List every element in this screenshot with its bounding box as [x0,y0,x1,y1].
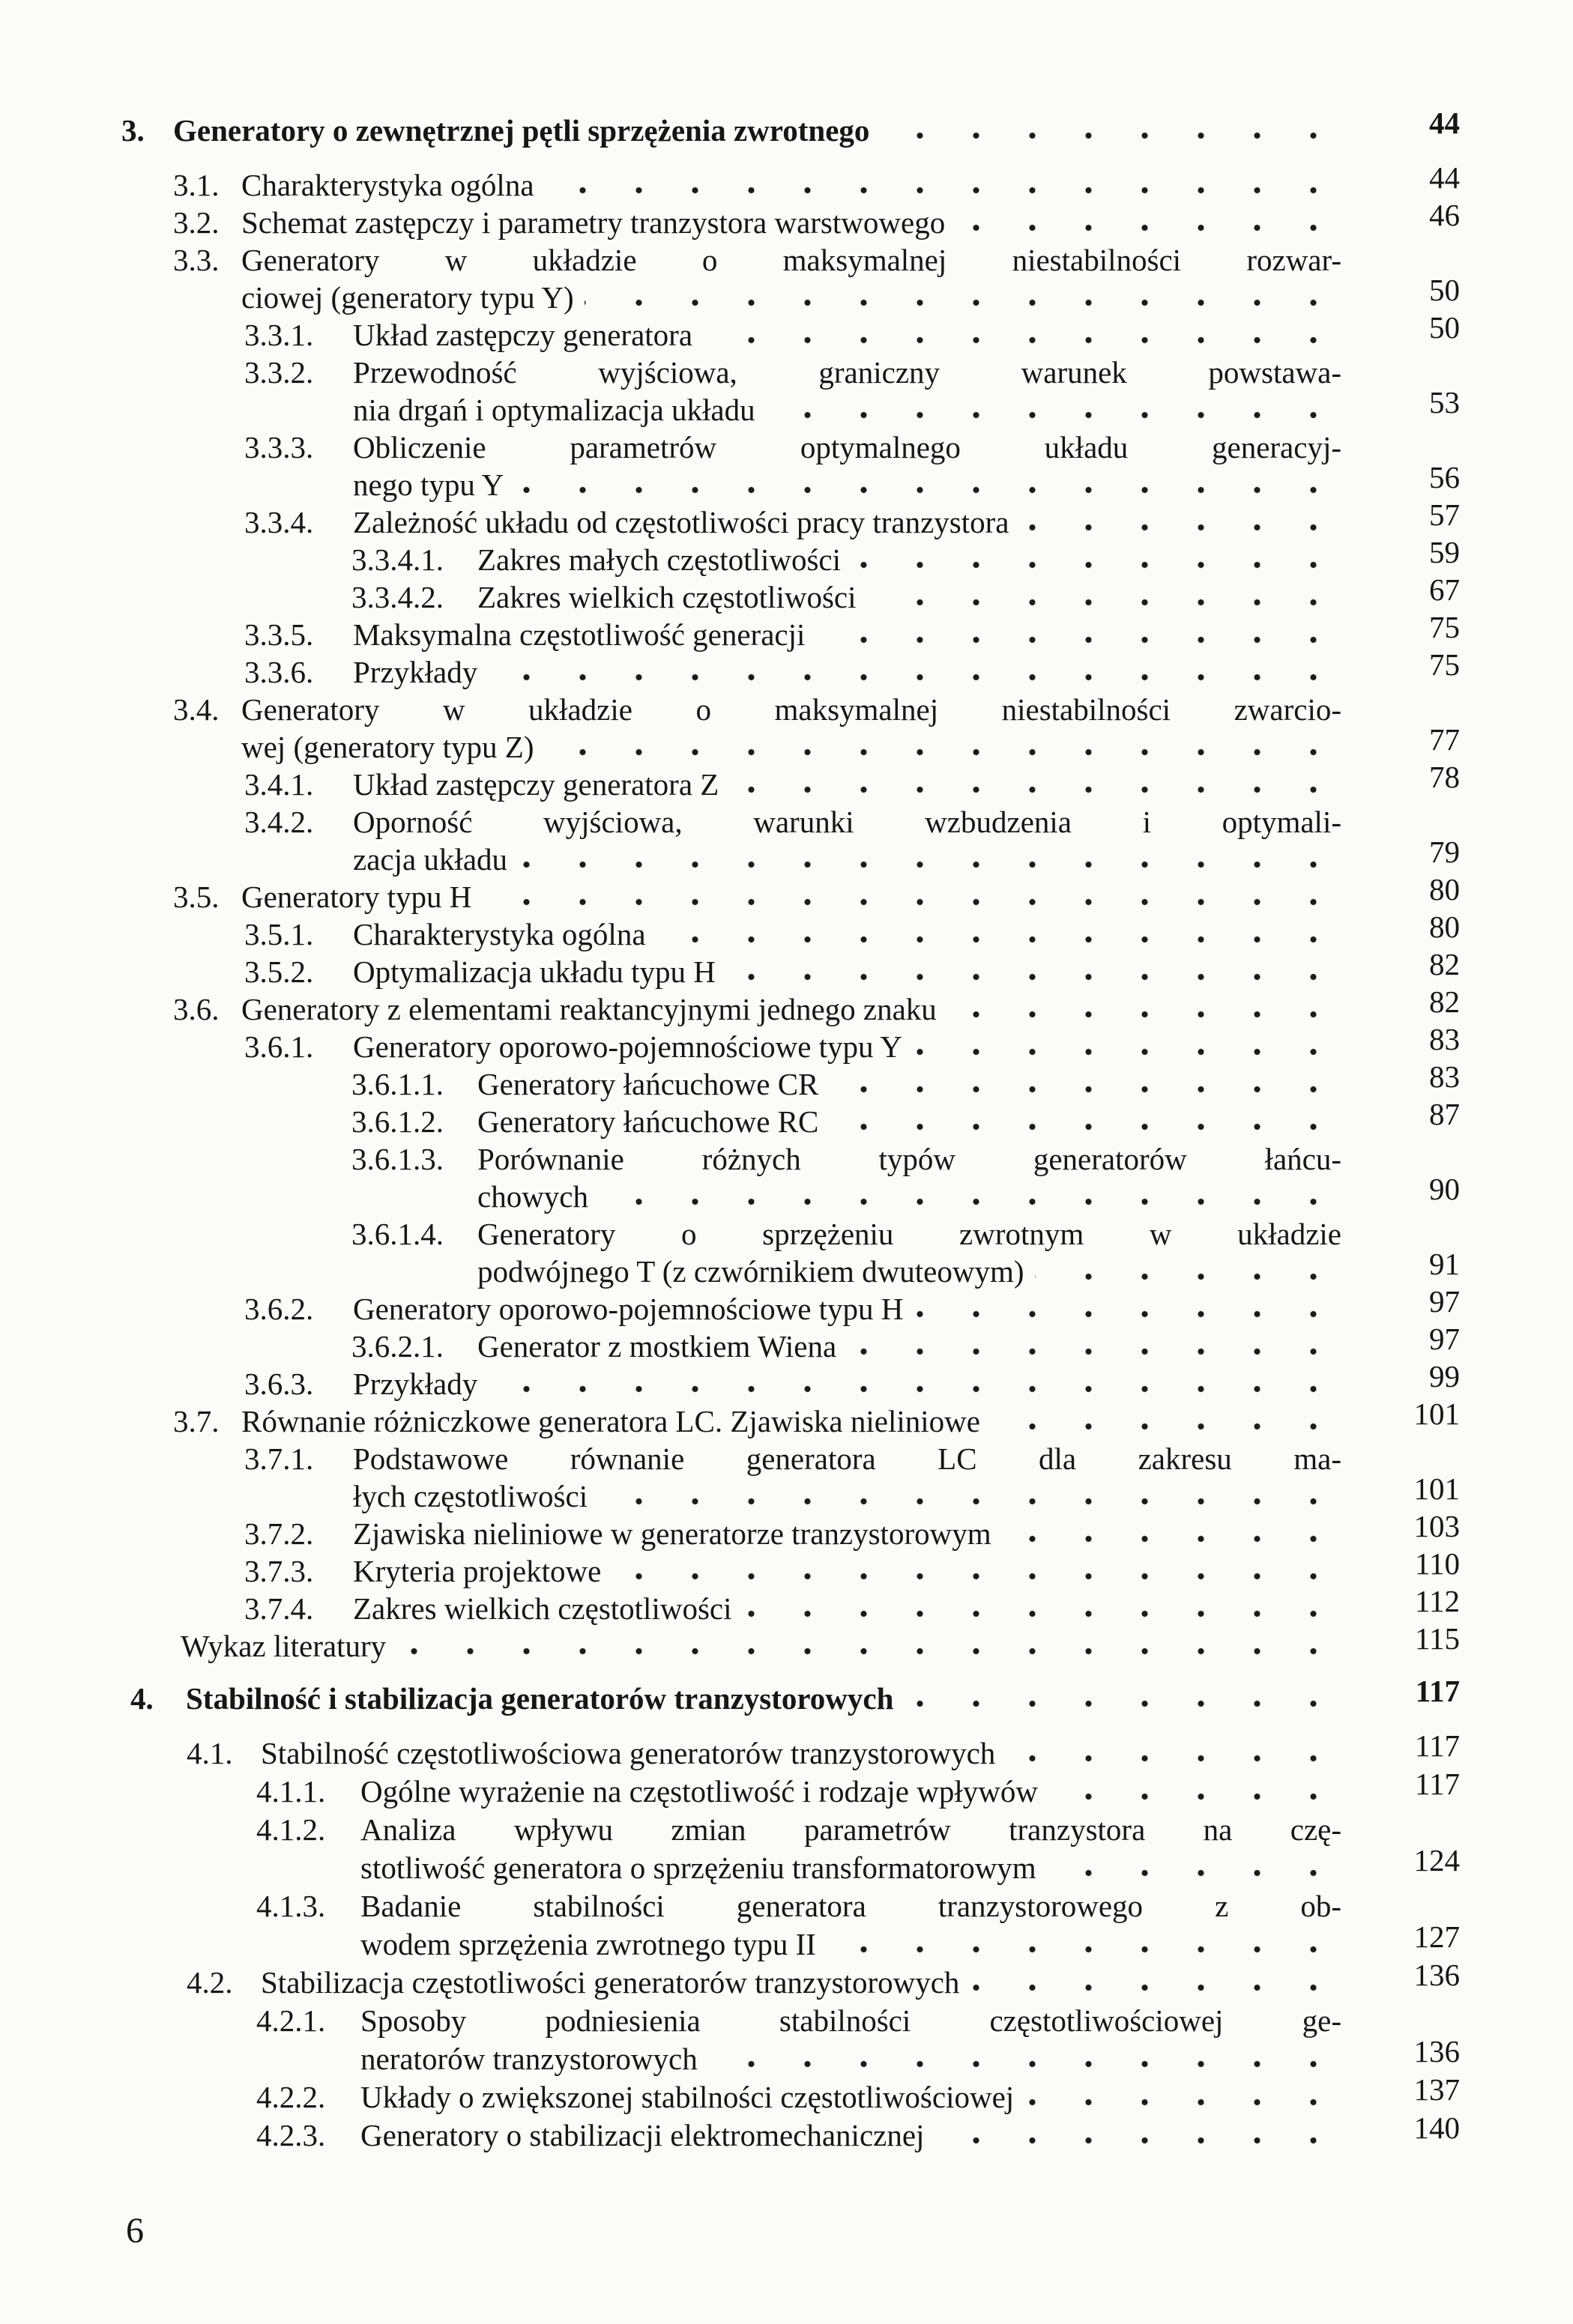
toc-entry[interactable] [0,1958,1469,2002]
entry-page: 56 [1429,460,1460,494]
entry-number: 3.5.2. [244,954,314,989]
dot-leader [482,878,1341,916]
entry-title: ciowej (generatory typu Y) [241,280,574,315]
entry-page: 75 [1429,610,1460,644]
entry-title: Układ zastępczy generatora Z [353,767,719,802]
toc-entry[interactable] [0,1509,1469,1552]
chapter-number: 3. [121,113,145,148]
dot-leader [829,1103,1341,1140]
chapter-page: 117 [1415,1674,1460,1708]
entry-title: Generatory w układzie o maksymalnej niestabilności zwarcio- [241,692,1341,727]
entry-page: 82 [1429,984,1460,1019]
toc-entry[interactable] [0,872,1469,916]
entry-page: 59 [1429,535,1460,569]
toc-entry[interactable] [0,1887,1469,1925]
entry-number: 3.6. [173,992,220,1026]
dot-leader [656,916,1341,953]
entry-title: Optymalizacja układu typu H [353,954,716,989]
entry-number: 3.5.1. [244,917,314,951]
entry-title: Podstawowe równanie generatora LC dla zakresu ma- [353,1441,1341,1476]
dot-leader [1024,2078,1341,2116]
toc-entry[interactable] [0,1546,1469,1590]
entry-page: 83 [1429,1022,1460,1056]
entry-page: 80 [1429,910,1460,944]
toc-entry-continuation[interactable] [0,273,1469,316]
entry-title: Przewodność wyjściowa, graniczny warunek powstawa- [353,355,1341,390]
entry-page: 90 [1429,1172,1460,1206]
entry-title: podwójnego T (z czwórnikiem dwuteowym) [477,1254,1024,1289]
dot-leader [880,112,1341,149]
entry-page: 117 [1415,1767,1460,1801]
toc-entry-continuation[interactable] [0,1621,1469,1665]
entry-number: 3.6.1.3. [351,1142,444,1176]
dot-leader [599,1178,1341,1215]
entry-title: Wykaz literatury [181,1629,387,1663]
dot-leader [488,1365,1341,1402]
dot-leader [514,466,1341,503]
entry-number: 4.1.2. [256,1812,326,1847]
dot-leader [1035,1253,1341,1290]
entry-title: Ogólne wyrażenie na częstotliwość i rodzaje wpływów [360,1774,1038,1809]
entry-page: 115 [1415,1621,1460,1656]
toc-entry-continuation[interactable] [0,1172,1469,1215]
entry-number: 3.1. [173,168,220,202]
toc-entry[interactable] [0,1215,1469,1253]
dot-leader [1002,1515,1341,1552]
entry-title: Charakterystyka ogólna [241,168,534,202]
dot-leader [847,1328,1341,1365]
toc-entry[interactable] [0,572,1469,616]
entry-number: 3.4.1. [244,767,314,802]
entry-title: Kryteria projektowe [353,1554,602,1588]
toc-entry-continuation[interactable] [0,1471,1469,1515]
dot-leader [827,1925,1341,1963]
chapter-heading[interactable] [0,1674,1469,1718]
toc-entry[interactable] [0,760,1469,803]
entry-title: nia drgań i optymalizacja układu [353,393,755,427]
entry-page: 44 [1429,160,1460,195]
dot-leader [708,2040,1341,2078]
entry-title: Generatory oporowo-pojemnościowe typu H [353,1292,904,1326]
chapter-number: 4. [130,1681,154,1716]
entry-title: Generatory łańcuchowe RC [477,1104,819,1139]
toc-entry-continuation[interactable] [0,722,1469,766]
toc-entry[interactable] [0,647,1469,691]
toc-entry[interactable] [0,2072,1469,2116]
entry-number: 3.7.3. [244,1554,314,1588]
entry-title: Generatory typu H [241,880,472,914]
dot-leader [726,953,1341,990]
toc-entry[interactable] [0,1767,1469,1811]
entry-title: Porównanie różnych typów generatorów łańcu- [477,1142,1341,1176]
toc-entry[interactable] [0,1811,1469,1849]
dot-leader [585,279,1341,316]
toc-entry-continuation[interactable] [0,1919,1469,1964]
dot-leader [729,766,1341,803]
entry-page: 91 [1429,1247,1460,1281]
dot-leader [1047,1849,1341,1886]
entry-page: 136 [1413,1958,1460,1992]
toc-entry[interactable] [0,691,1469,728]
toc-entry[interactable] [0,1322,1469,1365]
entry-title: neratorów tranzystorowych [360,2042,698,2076]
entry-title: Generator z mostkiem Wiena [477,1329,837,1364]
entry-page: 82 [1429,947,1460,981]
toc-entry[interactable] [0,1097,1469,1140]
toc-entry[interactable] [0,2002,1469,2040]
entry-number: 3.7. [173,1404,220,1438]
entry-page: 79 [1429,835,1460,869]
entry-number: 3.7.4. [244,1591,314,1626]
entry-title: wej (generatory typu Z) [241,730,534,764]
entry-number: 4.2.3. [256,2118,326,2152]
entry-number: 4.1.1. [256,1774,326,1809]
entry-title: Zakres małych częstotliwości [477,542,841,577]
entry-page: 140 [1413,2110,1460,2145]
entry-title: Zjawiska nieliniowe w generatorze tranzystorowym [353,1516,991,1551]
entry-number: 3.3.3. [244,430,314,465]
dot-leader [867,578,1341,616]
dot-leader [1019,503,1341,541]
toc-chapter-section [0,106,1469,1665]
entry-page: 101 [1413,1471,1460,1506]
dot-leader [955,204,1341,241]
entry-number: 4.2. [187,1965,233,2000]
entry-number: 3.6.2. [244,1292,314,1326]
entry-page: 97 [1429,1284,1460,1319]
entry-title: Stabilizacja częstotliwości generatorów tranzystorowych [261,1965,960,2000]
dot-leader [904,1680,1341,1717]
entry-number: 3.3.4.2. [351,580,444,614]
entry-number: 3.3.6. [244,655,314,689]
entry-number: 3.4. [173,692,220,727]
entry-page: 97 [1429,1322,1460,1356]
entry-title: łych częstotliwości [353,1479,588,1513]
toc-entry[interactable] [0,310,1469,354]
toc-entry-continuation[interactable] [0,835,1469,878]
toc-entry[interactable] [0,354,1469,391]
dot-leader [766,391,1341,429]
entry-title: Obliczenie parametrów optymalnego układu generacyj- [353,430,1341,465]
entry-page: 124 [1413,1843,1460,1877]
entry-title: chowych [477,1179,589,1214]
entry-page: 137 [1413,2072,1460,2107]
entry-title: Układy o zwiększonej stabilności częstotliwościowej [360,2080,1015,2114]
entry-title: Badanie stabilności generatora tranzystorowego z ob- [360,1889,1341,1923]
toc-entry[interactable] [0,1059,1469,1103]
entry-title: Generatory w układzie o maksymalnej niestabilności rozwar- [241,243,1341,277]
entry-title: Zależność układu od częstotliwości pracy tranzystora [353,505,1009,539]
toc-entry-continuation[interactable] [0,1247,1469,1290]
entry-page: 136 [1413,2034,1460,2069]
dot-leader [1006,1734,1341,1772]
entry-number: 3.6.1.1. [351,1067,444,1101]
entry-title: wodem sprzężenia zwrotnego typu II [360,1927,816,1961]
dot-leader [829,1065,1341,1103]
entry-page: 57 [1429,497,1460,532]
toc-entry[interactable] [0,497,1469,541]
toc-entry[interactable] [0,241,1469,279]
toc-entry[interactable] [0,160,1469,204]
dot-leader [1048,1773,1341,1810]
toc-entry-continuation[interactable] [0,1843,1469,1887]
dot-leader [396,1627,1341,1665]
entry-page: 87 [1429,1097,1460,1131]
entry-title: Przykłady [353,1367,478,1401]
table-of-contents [0,106,1469,2155]
toc-entry[interactable] [0,984,1469,1028]
entry-page: 53 [1429,385,1460,420]
toc-entry[interactable] [0,1584,1469,1627]
dot-leader [545,166,1341,204]
dot-leader [947,990,1341,1028]
toc-entry[interactable] [0,947,1469,990]
entry-number: 4.1.3. [256,1889,326,1923]
entry-page: 112 [1415,1584,1460,1618]
entry-title: Schemat zastępczy i parametry tranzystora warstwowego [241,205,946,240]
entry-number: 3.3.4.1. [351,542,444,577]
entry-page: 117 [1415,1728,1460,1763]
entry-number: 3.6.1. [244,1029,314,1064]
chapter-page: 44 [1429,106,1460,140]
entry-number: 3.6.2.1. [351,1329,444,1364]
entry-title: stotliwość generatora o sprzężeniu transformatorowym [360,1851,1036,1885]
entry-title: Zakres wielkich częstotliwości [477,580,857,614]
dot-leader [815,616,1341,653]
toc-entry[interactable] [0,2110,1469,2155]
toc-entry[interactable] [0,803,1469,841]
entry-page: 77 [1429,722,1460,757]
toc-entry[interactable] [0,910,1469,953]
dot-leader [488,653,1341,691]
entry-title: Generatory o stabilizacji elektromechanicznej [360,2118,925,2152]
entry-number: 3.6.1.2. [351,1104,444,1139]
entry-number: 3.2. [173,205,220,240]
entry-number: 3.6.1.4. [351,1217,444,1251]
entry-title: Analiza wpływu zmian parametrów tranzystora na czę- [360,1812,1341,1847]
page-number: 6 [126,2211,144,2251]
entry-number: 4.1. [187,1736,233,1770]
entry-page: 50 [1429,273,1460,307]
chapter-title: Generatory o zewnętrznej pętli sprzężenia zwrotnego [173,113,870,148]
entry-number: 3.5. [173,880,220,914]
toc-chapter-section [0,1674,1469,2155]
toc-entry-continuation[interactable] [0,460,1469,503]
entry-number: 3.7.1. [244,1441,314,1476]
dot-leader [518,841,1341,878]
entry-page: 127 [1413,1919,1460,1954]
entry-number: 3.7.2. [244,1516,314,1551]
entry-page: 83 [1429,1059,1460,1094]
chapter-heading[interactable] [0,106,1469,149]
dot-leader [598,1477,1341,1515]
entry-title: nego typu Y [353,467,504,502]
entry-title: Równanie różniczkowe generatora LC. Zjawiska nieliniowe [241,1404,980,1438]
dot-leader [743,1590,1341,1627]
dot-leader [703,316,1341,354]
entry-title: Oporność wyjściowa, warunki wzbudzenia i optymali- [353,805,1341,839]
entry-title: Sposoby podniesienia stabilności częstotliwościowej ge- [360,2003,1341,2038]
entry-title: Przykłady [353,655,478,689]
toc-entry[interactable] [0,1284,1469,1328]
entry-page: 80 [1429,872,1460,907]
entry-page: 78 [1429,760,1460,794]
toc-entry[interactable] [0,1440,1469,1477]
toc-entry[interactable] [0,1396,1469,1440]
entry-number: 3.3.2. [244,355,314,390]
toc-entry[interactable] [0,1728,1469,1773]
entry-number: 3.4.2. [244,805,314,839]
toc-entry[interactable] [0,1022,1469,1065]
dot-leader [851,541,1341,578]
entry-page: 99 [1429,1359,1460,1394]
dot-leader [913,1028,1341,1065]
dot-leader [544,728,1341,766]
entry-page: 101 [1413,1396,1460,1431]
entry-title: Charakterystyka ogólna [353,917,646,951]
chapter-title: Stabilność i stabilizacja generatorów tranzystorowych [186,1681,894,1716]
entry-title: Maksymalna częstotliwość generacji [353,617,806,652]
entry-number: 3.6.3. [244,1367,314,1401]
dot-leader [970,1964,1341,2001]
entry-title: zacja układu [353,842,508,877]
dot-leader [612,1552,1341,1590]
toc-entry[interactable] [0,1359,1469,1402]
entry-page: 110 [1415,1546,1460,1581]
entry-number: 4.2.2. [256,2080,326,2114]
entry-page: 50 [1429,310,1460,345]
entry-title: Układ zastępczy generatora [353,318,693,352]
toc-entry[interactable] [0,429,1469,466]
entry-title: Stabilność częstotliwościowa generatorów tranzystorowych [261,1736,996,1770]
toc-entry[interactable] [0,198,1469,241]
dot-leader [935,2116,1341,2154]
entry-title: Generatory oporowo-pojemnościowe typu Y [353,1029,902,1064]
entry-page: 103 [1413,1509,1460,1543]
entry-title: Generatory o sprzężeniu zwrotnym w układzie [477,1217,1341,1251]
dot-leader [991,1402,1341,1440]
toc-entry[interactable] [0,535,1469,578]
entry-title: Generatory z elementami reaktancyjnymi jednego znaku [241,992,937,1026]
toc-entry[interactable] [0,610,1469,653]
entry-title: Zakres wielkich częstotliwości [353,1591,732,1626]
entry-number: 3.3.1. [244,318,314,352]
toc-entry-continuation[interactable] [0,385,1469,429]
entry-title: Generatory łańcuchowe CR [477,1067,819,1101]
dot-leader [914,1290,1341,1328]
toc-entry[interactable] [0,1140,1469,1178]
entry-number: 3.3. [173,243,220,277]
toc-entry-continuation[interactable] [0,2034,1469,2078]
entry-page: 67 [1429,572,1460,607]
entry-page: 46 [1429,198,1460,232]
entry-number: 4.2.1. [256,2003,326,2038]
entry-number: 3.3.5. [244,617,314,652]
entry-page: 75 [1429,647,1460,682]
entry-number: 3.3.4. [244,505,314,539]
